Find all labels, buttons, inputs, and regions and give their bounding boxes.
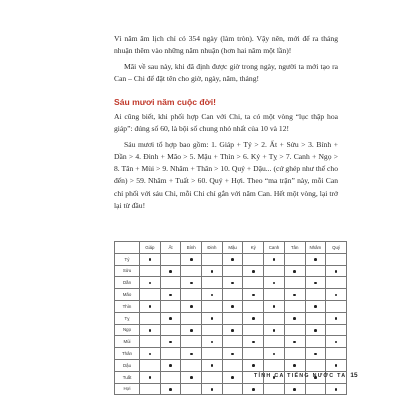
dot-mark [293,294,296,297]
table-cell [284,289,305,301]
table-cell [202,312,223,324]
dot-mark [190,282,193,285]
table-row [115,383,347,395]
row-header: Tỵ [115,312,140,324]
table-cell [326,336,347,348]
table-cell [284,277,305,289]
dot-mark [335,294,338,297]
table-cell [160,359,181,371]
table-cell [222,277,243,289]
table-cell [243,383,264,395]
table-row [115,253,347,265]
table-cell [202,289,223,301]
table-cell [222,289,243,301]
table-cell [326,253,347,265]
dot-mark [273,282,276,285]
table-cell [181,289,202,301]
table-cell [140,312,161,324]
table-cell [305,277,326,289]
dot-mark [149,305,152,308]
table-cell [264,312,285,324]
table-row [115,359,347,371]
table-cell [264,324,285,336]
dot-mark [314,329,317,332]
table-cell [160,289,181,301]
table-cell [264,253,285,265]
table-cell [243,253,264,265]
dot-mark [293,341,296,344]
row-header: Ngọ [115,324,140,336]
paragraph-1: Vì năm âm lịch chỉ có 354 ngày (làm tròn). Vậy nên, mới để ra tháng nhuận thêm vào những năm nhuận (hơn hai năm một lần)! [114,34,338,56]
dot-mark [190,329,193,332]
table-cell [284,253,305,265]
table-cell [326,348,347,360]
table-cell [284,300,305,312]
paragraph-4: Sáu mươi tổ hợp bao gồm: 1. Giáp + Tý > 2. Ất + Sửu > 3. Bính + Dần > 4. Đinh + Mão > 5. Mậu + Thìn > 6. Kỷ + Tỵ > 7. Canh + Ngọ > 8. Tân + Mùi > 9. Nhâm + Thân > 10. Quý + Dậu... (cứ ghép như thế cho đến) > 59. Nhâm + Tuất > 60. Quý + Hợi. Theo “ma trận” này, mỗi Can chỉ phối với sáu Chi, mỗi Chi chỉ gắn với năm Can. Hết một vòng, lại trở lại từ đầu! [114,140,338,210]
dot-mark [169,388,172,391]
table-cell [140,359,161,371]
dot-mark [211,341,214,344]
table-row [115,312,347,324]
dot-mark [211,388,214,391]
dot-mark [252,341,255,344]
table-cell [181,312,202,324]
running-title: TÍNH CA TIẾNG NƯỚC TA [254,373,347,379]
row-header: Dần [115,277,140,289]
table-cell [243,359,264,371]
table-cell [305,383,326,395]
column-header: Đinh [202,242,223,254]
dot-mark [149,353,152,356]
dot-mark [293,388,296,391]
row-header: Tuất [115,371,140,383]
dot-mark [190,258,193,261]
table-cell [305,359,326,371]
dot-mark [169,270,172,273]
table-cell [140,336,161,348]
table-cell [202,371,223,383]
table-cell [160,265,181,277]
table-cell [243,265,264,277]
row-header: Sửu [115,265,140,277]
dot-mark [169,364,172,367]
dot-mark [273,329,276,332]
table-cell [305,312,326,324]
column-header: Canh [264,242,285,254]
table-cell [326,277,347,289]
table-cell [140,324,161,336]
dot-mark [335,364,338,367]
dot-mark [190,305,193,308]
section-heading: Sáu mươi năm cuộc đời! [114,97,217,107]
table-cell [202,348,223,360]
dot-mark [231,329,234,332]
table-cell [202,277,223,289]
dot-mark [335,317,338,320]
table-cell [326,265,347,277]
table-cell [140,371,161,383]
table-cell [305,348,326,360]
table-cell [222,265,243,277]
row-header: Thìn [115,300,140,312]
table-cell [222,324,243,336]
table-cell [264,265,285,277]
row-header: Tý [115,253,140,265]
table-cell [326,383,347,395]
table-cell [181,253,202,265]
table-header-row [115,242,347,254]
table-cell [222,312,243,324]
paragraph-3: Ai cũng biết, khi phối hợp Can với Chi, ta có một vòng “lục thập hoa giáp”: đúng số 60, là bội số chung nhỏ nhất của 10 và 12! [114,112,338,134]
column-header: Giáp [140,242,161,254]
table-cell [160,371,181,383]
table-cell [140,348,161,360]
dot-mark [335,270,338,273]
table-cell [181,265,202,277]
row-header: Hợi [115,383,140,395]
table-row [115,300,347,312]
dot-mark [252,270,255,273]
table-cell [243,348,264,360]
dot-mark [335,341,338,344]
row-header: Mão [115,289,140,301]
row-header: Thân [115,348,140,360]
table-cell [160,324,181,336]
table-cell [284,348,305,360]
table-cell [264,277,285,289]
table-cell [160,277,181,289]
dot-mark [169,294,172,297]
table-cell [181,336,202,348]
table-cell [181,348,202,360]
dot-mark [169,341,172,344]
dot-mark [293,270,296,273]
page-footer [254,372,358,379]
bottom-text-block [114,111,338,212]
column-header: Ất [160,242,181,254]
table-cell [202,265,223,277]
dot-mark [169,317,172,320]
table-row [115,265,347,277]
table-cell [140,289,161,301]
dot-mark [231,376,234,379]
dot-mark [314,305,317,308]
table-cell [326,312,347,324]
dot-mark [335,388,338,391]
table-cell [284,324,305,336]
table-cell [264,289,285,301]
table-row [115,277,347,289]
table-cell [181,277,202,289]
table-cell [202,383,223,395]
dot-mark [273,258,276,261]
table-cell [140,265,161,277]
column-header: Bính [181,242,202,254]
table-cell [305,336,326,348]
dot-mark [314,353,317,356]
table-cell [284,312,305,324]
table-cell [243,324,264,336]
dot-mark [314,282,317,285]
column-header: Nhâm [305,242,326,254]
table-corner-cell [115,242,140,254]
table-cell [160,348,181,360]
dot-mark [231,258,234,261]
table-cell [326,359,347,371]
table-cell [243,289,264,301]
dot-mark [252,364,255,367]
table-cell [202,253,223,265]
table-cell [326,289,347,301]
table-cell [181,300,202,312]
table-cell [160,383,181,395]
table-cell [222,348,243,360]
table-cell [264,336,285,348]
dot-mark [293,317,296,320]
dot-mark [252,317,255,320]
table-cell [181,324,202,336]
table-cell [181,383,202,395]
table-cell [202,359,223,371]
table-row [115,324,347,336]
table-cell [264,359,285,371]
column-header: Tân [284,242,305,254]
dot-mark [252,388,255,391]
table-cell [140,300,161,312]
table-cell [326,300,347,312]
paragraph-2: Mãi về sau này, khi đã định được giờ trong ngày, người ta mới tạo ra Can – Chi để đặt tên cho giờ, ngày, năm, tháng! [114,62,338,84]
dot-mark [190,376,193,379]
dot-mark [149,376,152,379]
table-cell [243,336,264,348]
table-cell [160,336,181,348]
table-cell [222,336,243,348]
dot-mark [149,282,152,285]
table-cell [284,383,305,395]
table-cell [222,383,243,395]
table-cell [264,348,285,360]
row-header: Mùi [115,336,140,348]
dot-mark [273,305,276,308]
column-header: Mậu [222,242,243,254]
table-cell [181,359,202,371]
table-cell [284,359,305,371]
row-header: Dậu [115,359,140,371]
table-cell [140,253,161,265]
table-cell [140,383,161,395]
dot-mark [314,258,317,261]
table-cell [284,265,305,277]
dot-mark [149,258,152,261]
dot-mark [211,270,214,273]
column-header: Quý [326,242,347,254]
table-cell [222,253,243,265]
table-cell [305,324,326,336]
table-cell [202,300,223,312]
table-cell [305,253,326,265]
dot-mark [211,294,214,297]
table-cell [243,277,264,289]
dot-mark [211,364,214,367]
table-cell [222,359,243,371]
dot-mark [190,353,193,356]
table-cell [305,289,326,301]
table-cell [181,371,202,383]
dot-mark [231,282,234,285]
table-row [115,289,347,301]
table-cell [264,300,285,312]
dot-mark [252,294,255,297]
table-cell [202,324,223,336]
top-text-block [114,33,338,85]
page-number: 15 [350,372,358,379]
table-cell [243,300,264,312]
table-row [115,336,347,348]
table-cell [284,336,305,348]
table-cell [222,371,243,383]
table-cell [305,300,326,312]
table-cell [326,324,347,336]
table-cell [305,265,326,277]
table-cell [160,253,181,265]
table-row [115,348,347,360]
table-cell [160,312,181,324]
column-header: Kỷ [243,242,264,254]
table-cell [222,300,243,312]
dot-mark [211,317,214,320]
dot-mark [273,353,276,356]
table-cell [264,383,285,395]
table-cell [202,336,223,348]
table-cell [160,300,181,312]
table-cell [243,312,264,324]
dot-mark [231,305,234,308]
dot-mark [231,353,234,356]
dot-mark [293,364,296,367]
table-cell [140,277,161,289]
dot-mark [149,329,152,332]
